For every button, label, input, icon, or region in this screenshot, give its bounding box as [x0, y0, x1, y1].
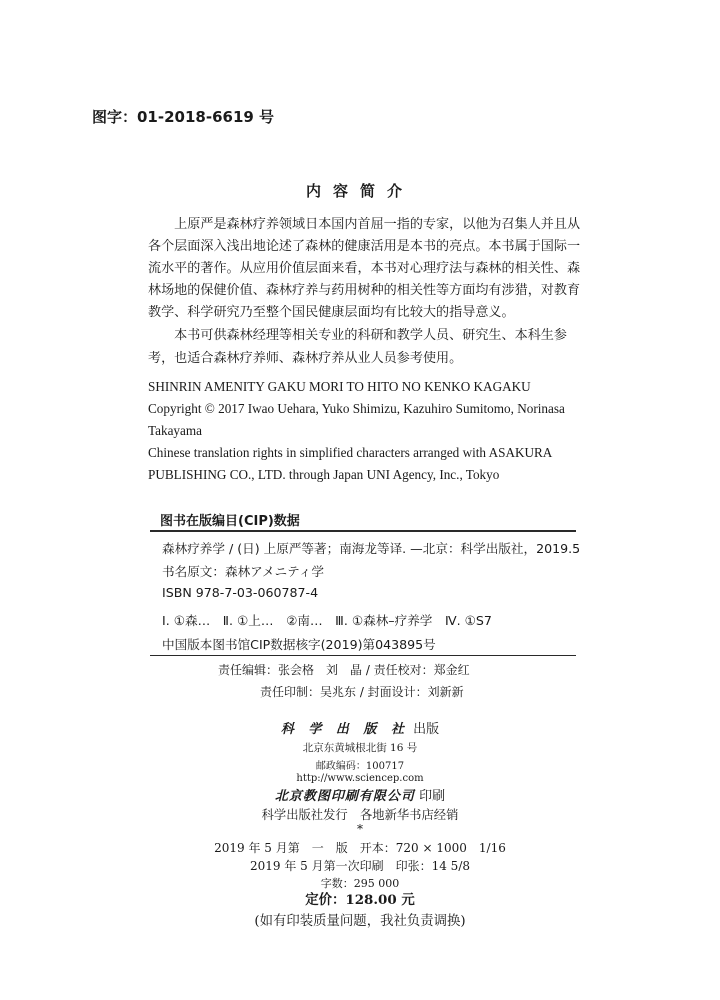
distribution: 科学出版社发行 各地新华书店经销	[261, 808, 459, 822]
cip-title-line: 森林疗养学 / (日) 上原严等著；南海龙等译. —北京：科学出版社，2019.5	[162, 541, 581, 556]
postcode: 邮政编码：100717	[315, 761, 405, 772]
copyright-line: PUBLISHING CO., LTD. through Japan UNI Agency, Inc., Tokyo	[148, 467, 500, 482]
separator-asterisk: *	[357, 822, 363, 836]
summary-line: 林场地的保健价值、森林疗养与药用树种的相关性等方面均有涉猎，对教育	[148, 283, 581, 298]
printer-line	[0, 785, 720, 804]
publisher-suffix: 出版	[413, 722, 440, 737]
summary-line: 流水平的著作。从应用价值层面来看，本书对心理疗法与森林的相关性、森	[148, 261, 581, 276]
summary-line: 本书可供森林经理等相关专业的科研和教学人员、研究生、本科生参	[148, 328, 567, 343]
cip-isbn: ISBN 978-7-03-060787-4	[162, 585, 319, 600]
quality-notice: (如有印装质量问题，我社负责调换)	[254, 914, 466, 929]
editor-credits: 责任编辑：张会格 刘 晶 / 责任校对：郑金红	[218, 663, 470, 677]
printing-line: 2019 年 5 月第一次印刷 印张：14 5/8	[249, 859, 470, 873]
price: 定价：128.00 元	[305, 892, 415, 908]
summary-title: 内容简介	[305, 182, 414, 200]
copyright-line: SHINRIN AMENITY GAKU MORI TO HITO NO KENKO KAGAKU	[148, 379, 531, 394]
printer-suffix: 印刷	[419, 789, 446, 804]
cip-number: 中国版本图书馆CIP数据核字(2019)第043895号	[162, 637, 436, 652]
edition-line: 2019 年 5 月第 一 版 开本：720 × 1000 1/16	[214, 841, 506, 855]
contract-number: 图字：01-2018-6619 号	[92, 108, 275, 126]
summary-line: 教学、科学研究乃至整个国民健康层面均有比较大的指导意义。	[148, 305, 515, 320]
summary-line: 上原严是森林疗养领域日本国内首屈一指的专家，以他为召集人并且从	[148, 217, 581, 232]
copyright-line: Chinese translation rights in simplified characters arranged with ASAKURA	[148, 445, 553, 460]
copyright-line: Copyright © 2017 Iwao Uehara, Yuko Shimizu, Kazuhiro Sumitomo, Norinasa	[148, 401, 565, 416]
cip-original-title: 书名原文：森林アメニティ学	[162, 564, 324, 579]
publisher-address: 北京东黄城根北街 16 号	[302, 742, 418, 754]
website: http://www.sciencep.com	[296, 773, 424, 784]
cip-top-divider	[150, 530, 576, 532]
publisher-line	[0, 718, 720, 737]
copyright-line: Takayama	[148, 423, 202, 438]
summary-line: 各个层面深入浅出地论述了森林的健康活用是本书的亮点。本书属于国际一	[148, 239, 581, 254]
cip-bottom-divider	[150, 655, 576, 656]
printer-name: 北京教图印刷有限公司	[274, 789, 415, 804]
cip-heading: 图书在版编目(CIP)数据	[160, 514, 300, 529]
summary-line: 考，也适合森林疗养师、森林疗养从业人员参考使用。	[148, 351, 463, 366]
cip-classification: Ⅰ. ①森… Ⅱ. ①上… ②南… Ⅲ. ①森林–疗养学 Ⅳ. ①S7	[162, 613, 492, 628]
production-credits: 责任印制：吴兆东 / 封面设计：刘新新	[260, 685, 464, 699]
word-count: 字数：295 000	[320, 877, 400, 890]
publisher-name: 科 学 出 版 社	[280, 722, 409, 737]
